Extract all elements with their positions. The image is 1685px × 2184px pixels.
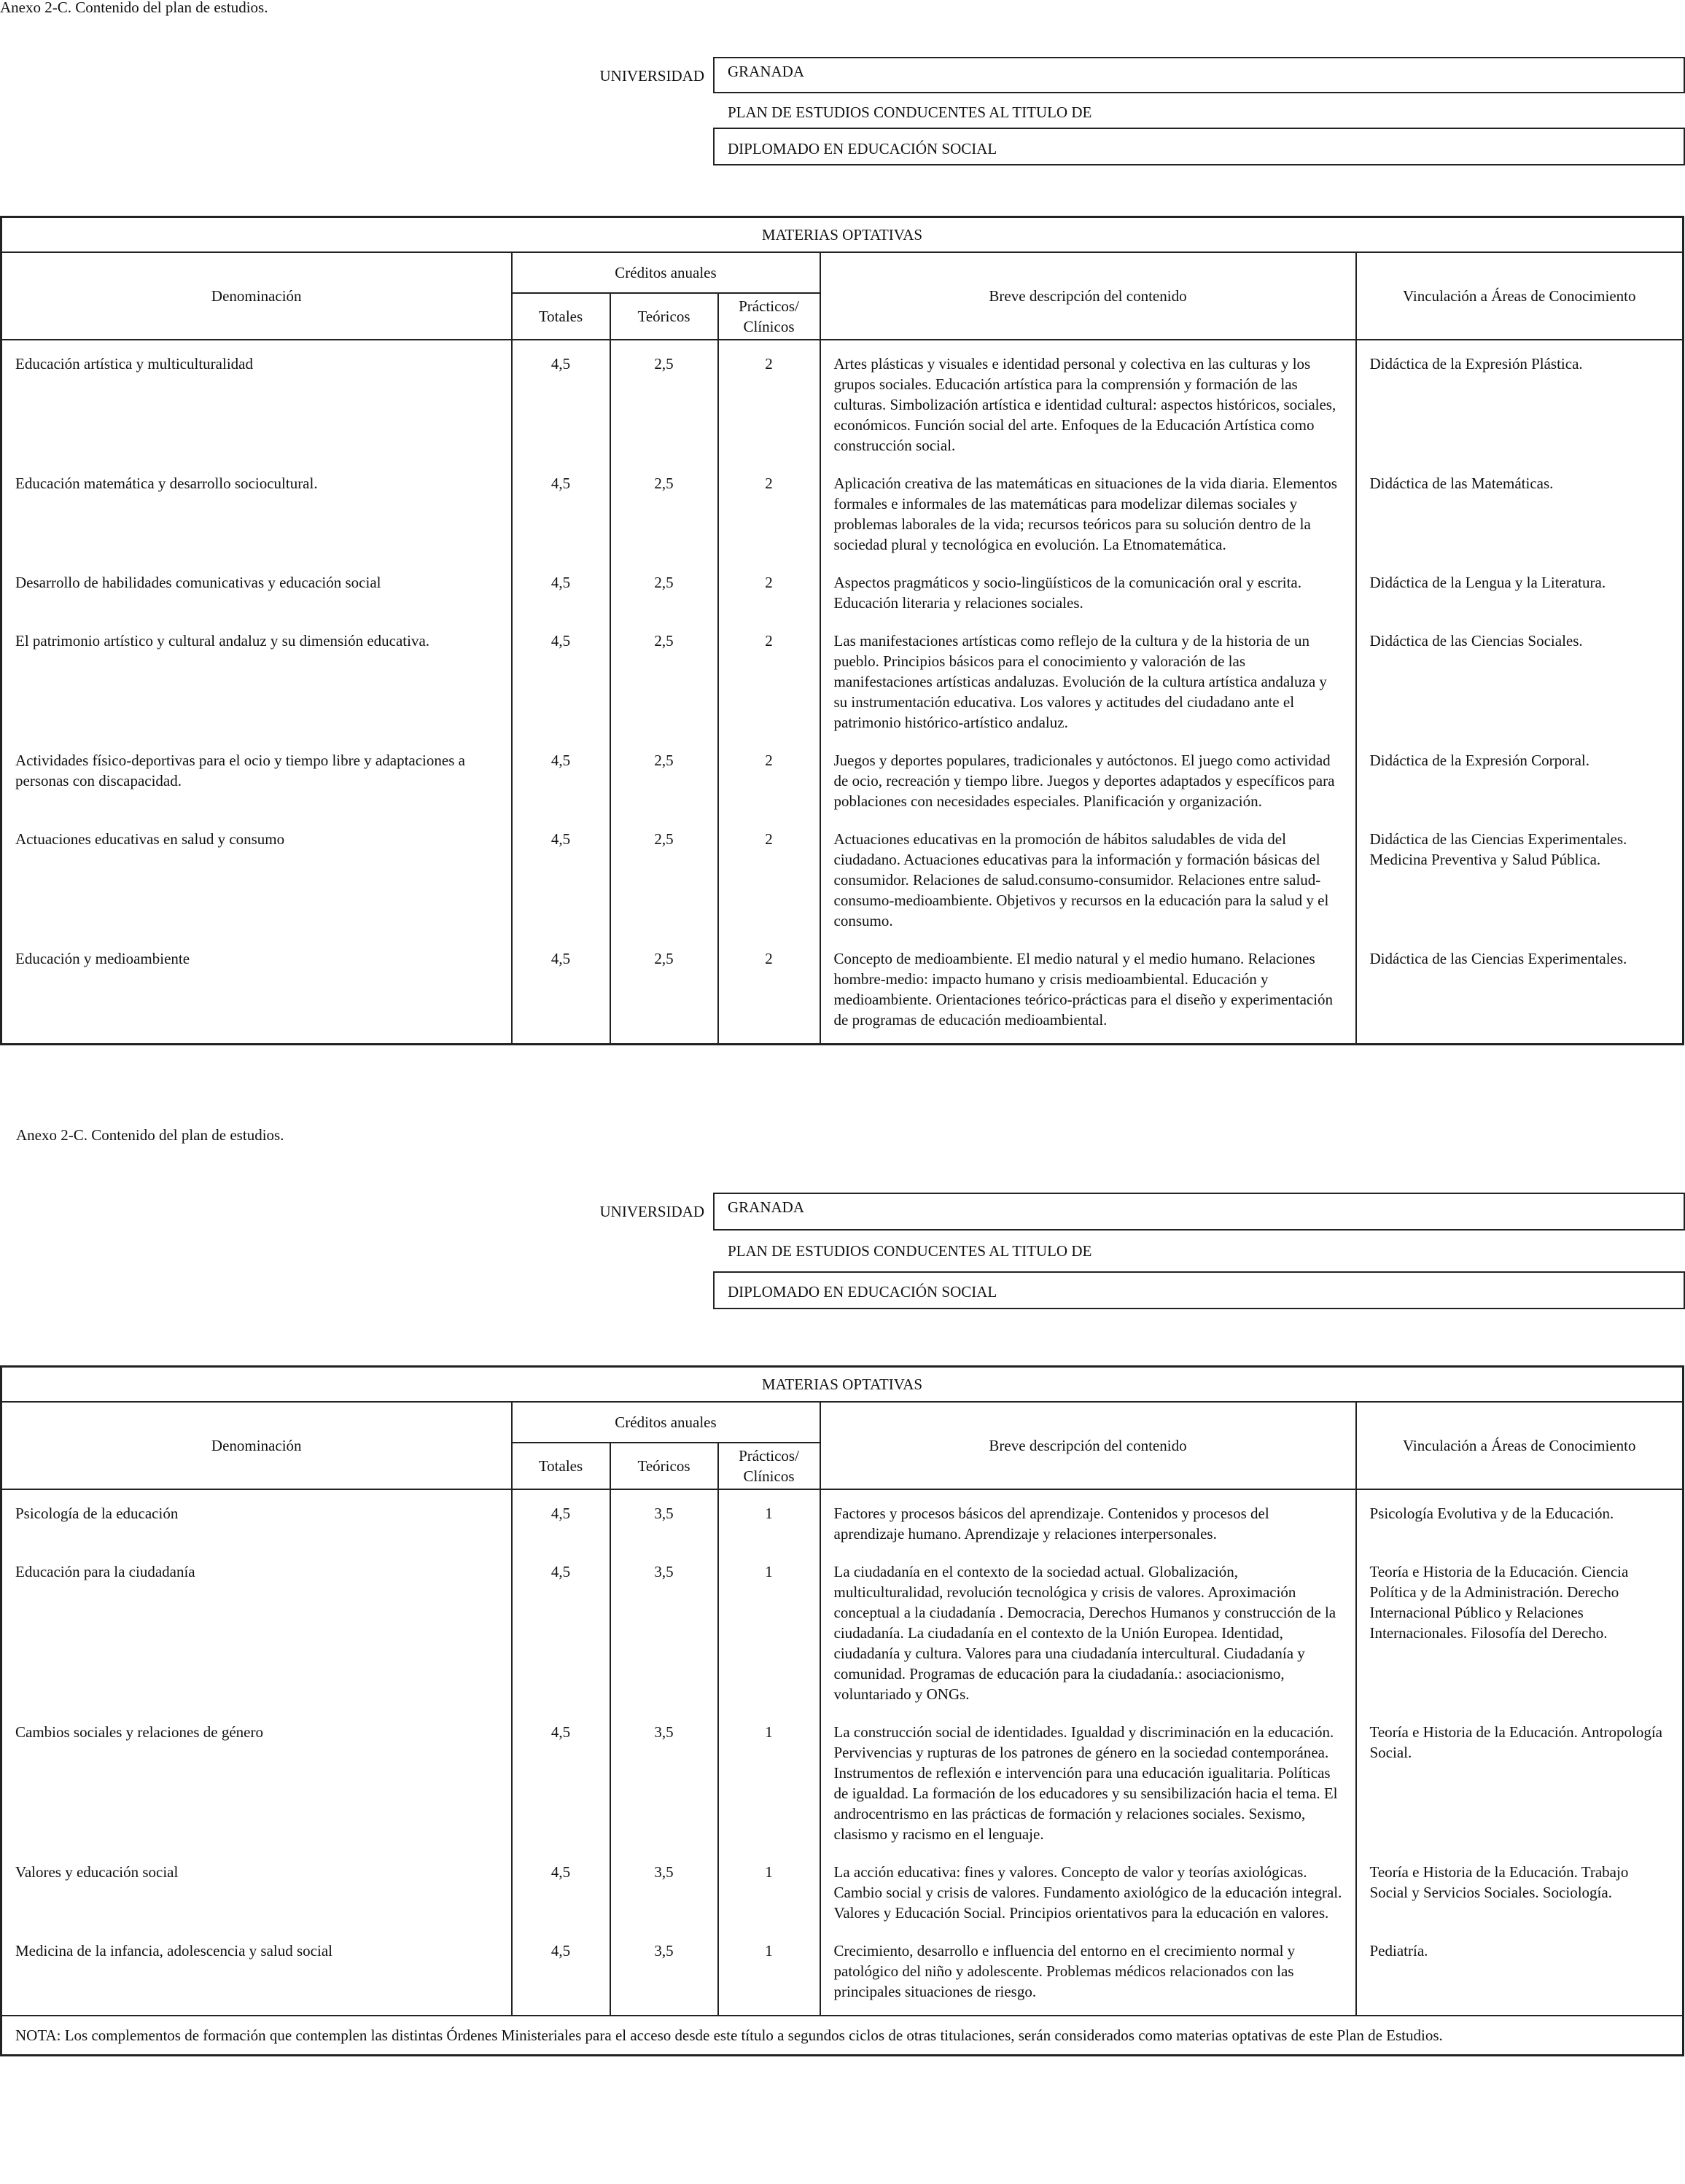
totales-cell: 4,5 [512,464,610,563]
totales-cell: 4,5 [512,940,610,1045]
descripcion-cell: Aplicación creativa de las matemáticas en situaciones de la vida diaria. Elementos formales e informales de las matemáticas para modelizar dilemas sociales y problemas laborales de la vida; recursos teóricos para su solución dentro de la sociedad plural y tecnológica en evolución. La Etnomatemática. [820,464,1356,563]
areas-cell: Didáctica de la Expresión Plástica. [1356,340,1684,464]
descripcion-cell: Juegos y deportes populares, tradicionales y autóctonos. El juego como actividad de ocio, recreación y tiempo libre. Juegos y deportes adaptados y específicos para poblaciones con necesidades especiales. Planificación y organización. [820,741,1356,820]
descripcion-cell: Actuaciones educativas en la promoción de hábitos saludables de vida del ciudadano. Actuaciones educativas para la información y formación básicas del consumidor. Relaciones de salud.consumo-consumidor. Relaciones entre salud-consumo-medioambiente. Objetivos y recursos en la educación para la salud y el consumo. [820,820,1356,940]
totales-cell: 4,5 [512,563,610,622]
table-row [1,1853,1684,1932]
col-practicos: Prácticos/ Clínicos [718,1443,820,1489]
areas-cell: Psicología Evolutiva y de la Educación. [1356,1489,1684,1553]
table-row [1,563,1684,622]
universidad-value-2: GRANADA [713,1193,1685,1231]
practicos-cell: 2 [718,464,820,563]
teoricos-cell: 2,5 [610,563,718,622]
practicos-cell: 2 [718,563,820,622]
universidad-label-2: UNIVERSIDAD [599,1203,704,1220]
col-breve: Breve descripción del contenido [820,252,1356,340]
teoricos-cell: 2,5 [610,464,718,563]
teoricos-cell: 2,5 [610,622,718,741]
teoricos-cell: 3,5 [610,1489,718,1553]
table-row [1,820,1684,940]
totales-cell: 4,5 [512,1853,610,1932]
col-totales: Totales [512,293,610,340]
areas-cell: Teoría e Historia de la Educación. Ciencia Política y de la Administración. Derecho Internacional Público y Relaciones Internacionales. Filosofía del Derecho. [1356,1553,1684,1713]
areas-cell: Didáctica de las Ciencias Sociales. [1356,622,1684,741]
titulo-value-2: DIPLOMADO EN EDUCACIÓN SOCIAL [713,1271,1685,1309]
table-title: MATERIAS OPTATIVAS [1,217,1684,253]
practicos-cell: 1 [718,1932,820,2016]
practicos-cell: 2 [718,820,820,940]
table-row [1,464,1684,563]
denominacion-cell: Cambios sociales y relaciones de género [1,1713,512,1853]
areas-cell: Teoría e Historia de la Educación. Antropología Social. [1356,1713,1684,1853]
col-totales: Totales [512,1443,610,1489]
teoricos-cell: 2,5 [610,741,718,820]
table-row [1,1553,1684,1713]
table-row [1,940,1684,1045]
denominacion-cell: El patrimonio artístico y cultural andaluz y su dimensión educativa. [1,622,512,741]
universidad-value-1: GRANADA [713,57,1685,93]
areas-cell: Teoría e Historia de la Educación. Trabajo Social y Servicios Sociales. Sociología. [1356,1853,1684,1932]
totales-cell: 4,5 [512,820,610,940]
annex-title-2: Anexo 2-C. Contenido del plan de estudios. [16,1126,284,1144]
descripcion-cell: Las manifestaciones artísticas como reflejo de la cultura y de la historia de un pueblo. Principios básicos para el conocimiento y valoración de las manifestaciones artísticas andaluzas. Evolución de la cultura artística andaluza y su instrumentación educativa. Los valores y actitudes del ciudadano ante el patrimonio histórico-artístico andaluz. [820,622,1356,741]
descripcion-cell: Factores y procesos básicos del aprendizaje. Contenidos y procesos del aprendizaje humano. Aprendizaje y relaciones interpersonales. [820,1489,1356,1553]
plan-label-2: PLAN DE ESTUDIOS CONDUCENTES AL TITULO DE [728,1242,1092,1260]
denominacion-cell: Psicología de la educación [1,1489,512,1553]
totales-cell: 4,5 [512,622,610,741]
denominacion-cell: Actuaciones educativas en salud y consumo [1,820,512,940]
table-title: MATERIAS OPTATIVAS [1,1367,1684,1403]
totales-cell: 4,5 [512,1489,610,1553]
denominacion-cell: Educación para la ciudadanía [1,1553,512,1713]
practicos-cell: 1 [718,1853,820,1932]
totales-cell: 4,5 [512,1553,610,1713]
totales-cell: 4,5 [512,1932,610,2016]
col-practicos: Prácticos/ Clínicos [718,293,820,340]
denominacion-cell: Educación artística y multiculturalidad [1,340,512,464]
denominacion-cell: Valores y educación social [1,1853,512,1932]
table-row [1,1932,1684,2016]
totales-cell: 4,5 [512,340,610,464]
col-creditos: Créditos anuales [512,1402,820,1443]
col-creditos: Créditos anuales [512,252,820,293]
areas-cell: Didáctica de la Lengua y la Literatura. [1356,563,1684,622]
practicos-cell: 1 [718,1553,820,1713]
denominacion-cell: Desarrollo de habilidades comunicativas y educación social [1,563,512,622]
areas-cell: Didáctica de las Ciencias Experimentales. Medicina Preventiva y Salud Pública. [1356,820,1684,940]
col-vinculacion: Vinculación a Áreas de Conocimiento [1356,1402,1684,1489]
practicos-cell: 2 [718,340,820,464]
annex-title-1: Anexo 2-C. Contenido del plan de estudios. [0,0,268,16]
areas-cell: Didáctica de las Ciencias Experimentales. [1356,940,1684,1045]
teoricos-cell: 2,5 [610,940,718,1045]
materias-optativas-table-1 [0,216,1684,1045]
descripcion-cell: La construcción social de identidades. Igualdad y discriminación en la educación. Pervivencias y rupturas de los patrones de género en la sociedad contemporánea. Instrumentos de reflexión e intervención para una educación igualitaria. Políticas de igualdad. La formación de los educadores y su sensibilización hacia el tema. El androcentrismo en las prácticas de formación y relaciones sociales. Sexismo, clasismo y racismo en el lenguaje. [820,1713,1356,1853]
areas-cell: Pediatría. [1356,1932,1684,2016]
descripcion-cell: La acción educativa: fines y valores. Concepto de valor y teorías axiológicas. Cambio social y crisis de valores. Fundamento axiológico de la educación integral. Valores y Educación Social. Principios orientativos para la educación en valores. [820,1853,1356,1932]
col-teoricos: Teóricos [610,1443,718,1489]
nota-text: NOTA: Los complementos de formación que contemplen las distintas Órdenes Ministeriales para el acceso desde este título a segundos ciclos de otras titulaciones, serán considerados como materias optativas de este Plan de Estudios. [1,2016,1684,2056]
table-row [1,1489,1684,1553]
practicos-cell: 1 [718,1489,820,1553]
descripcion-cell: Aspectos pragmáticos y socio-lingüísticos de la comunicación oral y escrita. Educación literaria y relaciones sociales. [820,563,1356,622]
denominacion-cell: Educación matemática y desarrollo sociocultural. [1,464,512,563]
materias-optativas-table-2 [0,1365,1684,2056]
areas-cell: Didáctica de las Matemáticas. [1356,464,1684,563]
table-row [1,622,1684,741]
col-vinculacion: Vinculación a Áreas de Conocimiento [1356,252,1684,340]
practicos-cell: 1 [718,1713,820,1853]
plan-label-1: PLAN DE ESTUDIOS CONDUCENTES AL TITULO DE [728,104,1092,121]
teoricos-cell: 3,5 [610,1713,718,1853]
descripcion-cell: Concepto de medioambiente. El medio natural y el medio humano. Relaciones hombre-medio: impacto humano y crisis medioambiental. Educación y medioambiente. Orientaciones teórico-prácticas para el diseño y experimentación de programas de educación medioambiental. [820,940,1356,1045]
teoricos-cell: 2,5 [610,340,718,464]
universidad-label-1: UNIVERSIDAD [599,67,704,85]
denominacion-cell: Actividades físico-deportivas para el ocio y tiempo libre y adaptaciones a personas con discapacidad. [1,741,512,820]
descripcion-cell: La ciudadanía en el contexto de la sociedad actual. Globalización, multiculturalidad, revolución tecnológica y crisis de valores. Aproximación conceptual a la ciudadanía . Democracia, Derechos Humanos y construcción de la ciudadanía. La ciudadanía en el contexto de la Unión Europea. Identidad, ciudadanía y cultura. Valores para una ciudadanía intercultural. Ciudadanía y comunidad. Programas de educación para la ciudadanía.: asociacionismo, voluntariado y ONGs. [820,1553,1356,1713]
col-denominacion: Denominación [1,1402,512,1489]
areas-cell: Didáctica de la Expresión Corporal. [1356,741,1684,820]
titulo-value-1: DIPLOMADO EN EDUCACIÓN SOCIAL [713,128,1685,165]
denominacion-cell: Medicina de la infancia, adolescencia y salud social [1,1932,512,2016]
teoricos-cell: 3,5 [610,1932,718,2016]
practicos-cell: 2 [718,622,820,741]
practicos-cell: 2 [718,940,820,1045]
descripcion-cell: Artes plásticas y visuales e identidad personal y colectiva en las culturas y los grupos sociales. Educación artística para la comprensión y formación de las culturas. Simbolización artística e identidad cultural: aspectos históricos, sociales, económicos. Función social del arte. Enfoques de la Educación Artística como construcción social. [820,340,1356,464]
table-row [1,1713,1684,1853]
totales-cell: 4,5 [512,741,610,820]
practicos-cell: 2 [718,741,820,820]
denominacion-cell: Educación y medioambiente [1,940,512,1045]
table-row [1,741,1684,820]
col-breve: Breve descripción del contenido [820,1402,1356,1489]
table-row [1,340,1684,464]
col-denominacion: Denominación [1,252,512,340]
totales-cell: 4,5 [512,1713,610,1853]
teoricos-cell: 2,5 [610,820,718,940]
teoricos-cell: 3,5 [610,1853,718,1932]
teoricos-cell: 3,5 [610,1553,718,1713]
col-teoricos: Teóricos [610,293,718,340]
descripcion-cell: Crecimiento, desarrollo e influencia del entorno en el crecimiento normal y patológico del niño y adolescente. Problemas médicos relacionados con las principales situaciones de riesgo. [820,1932,1356,2016]
